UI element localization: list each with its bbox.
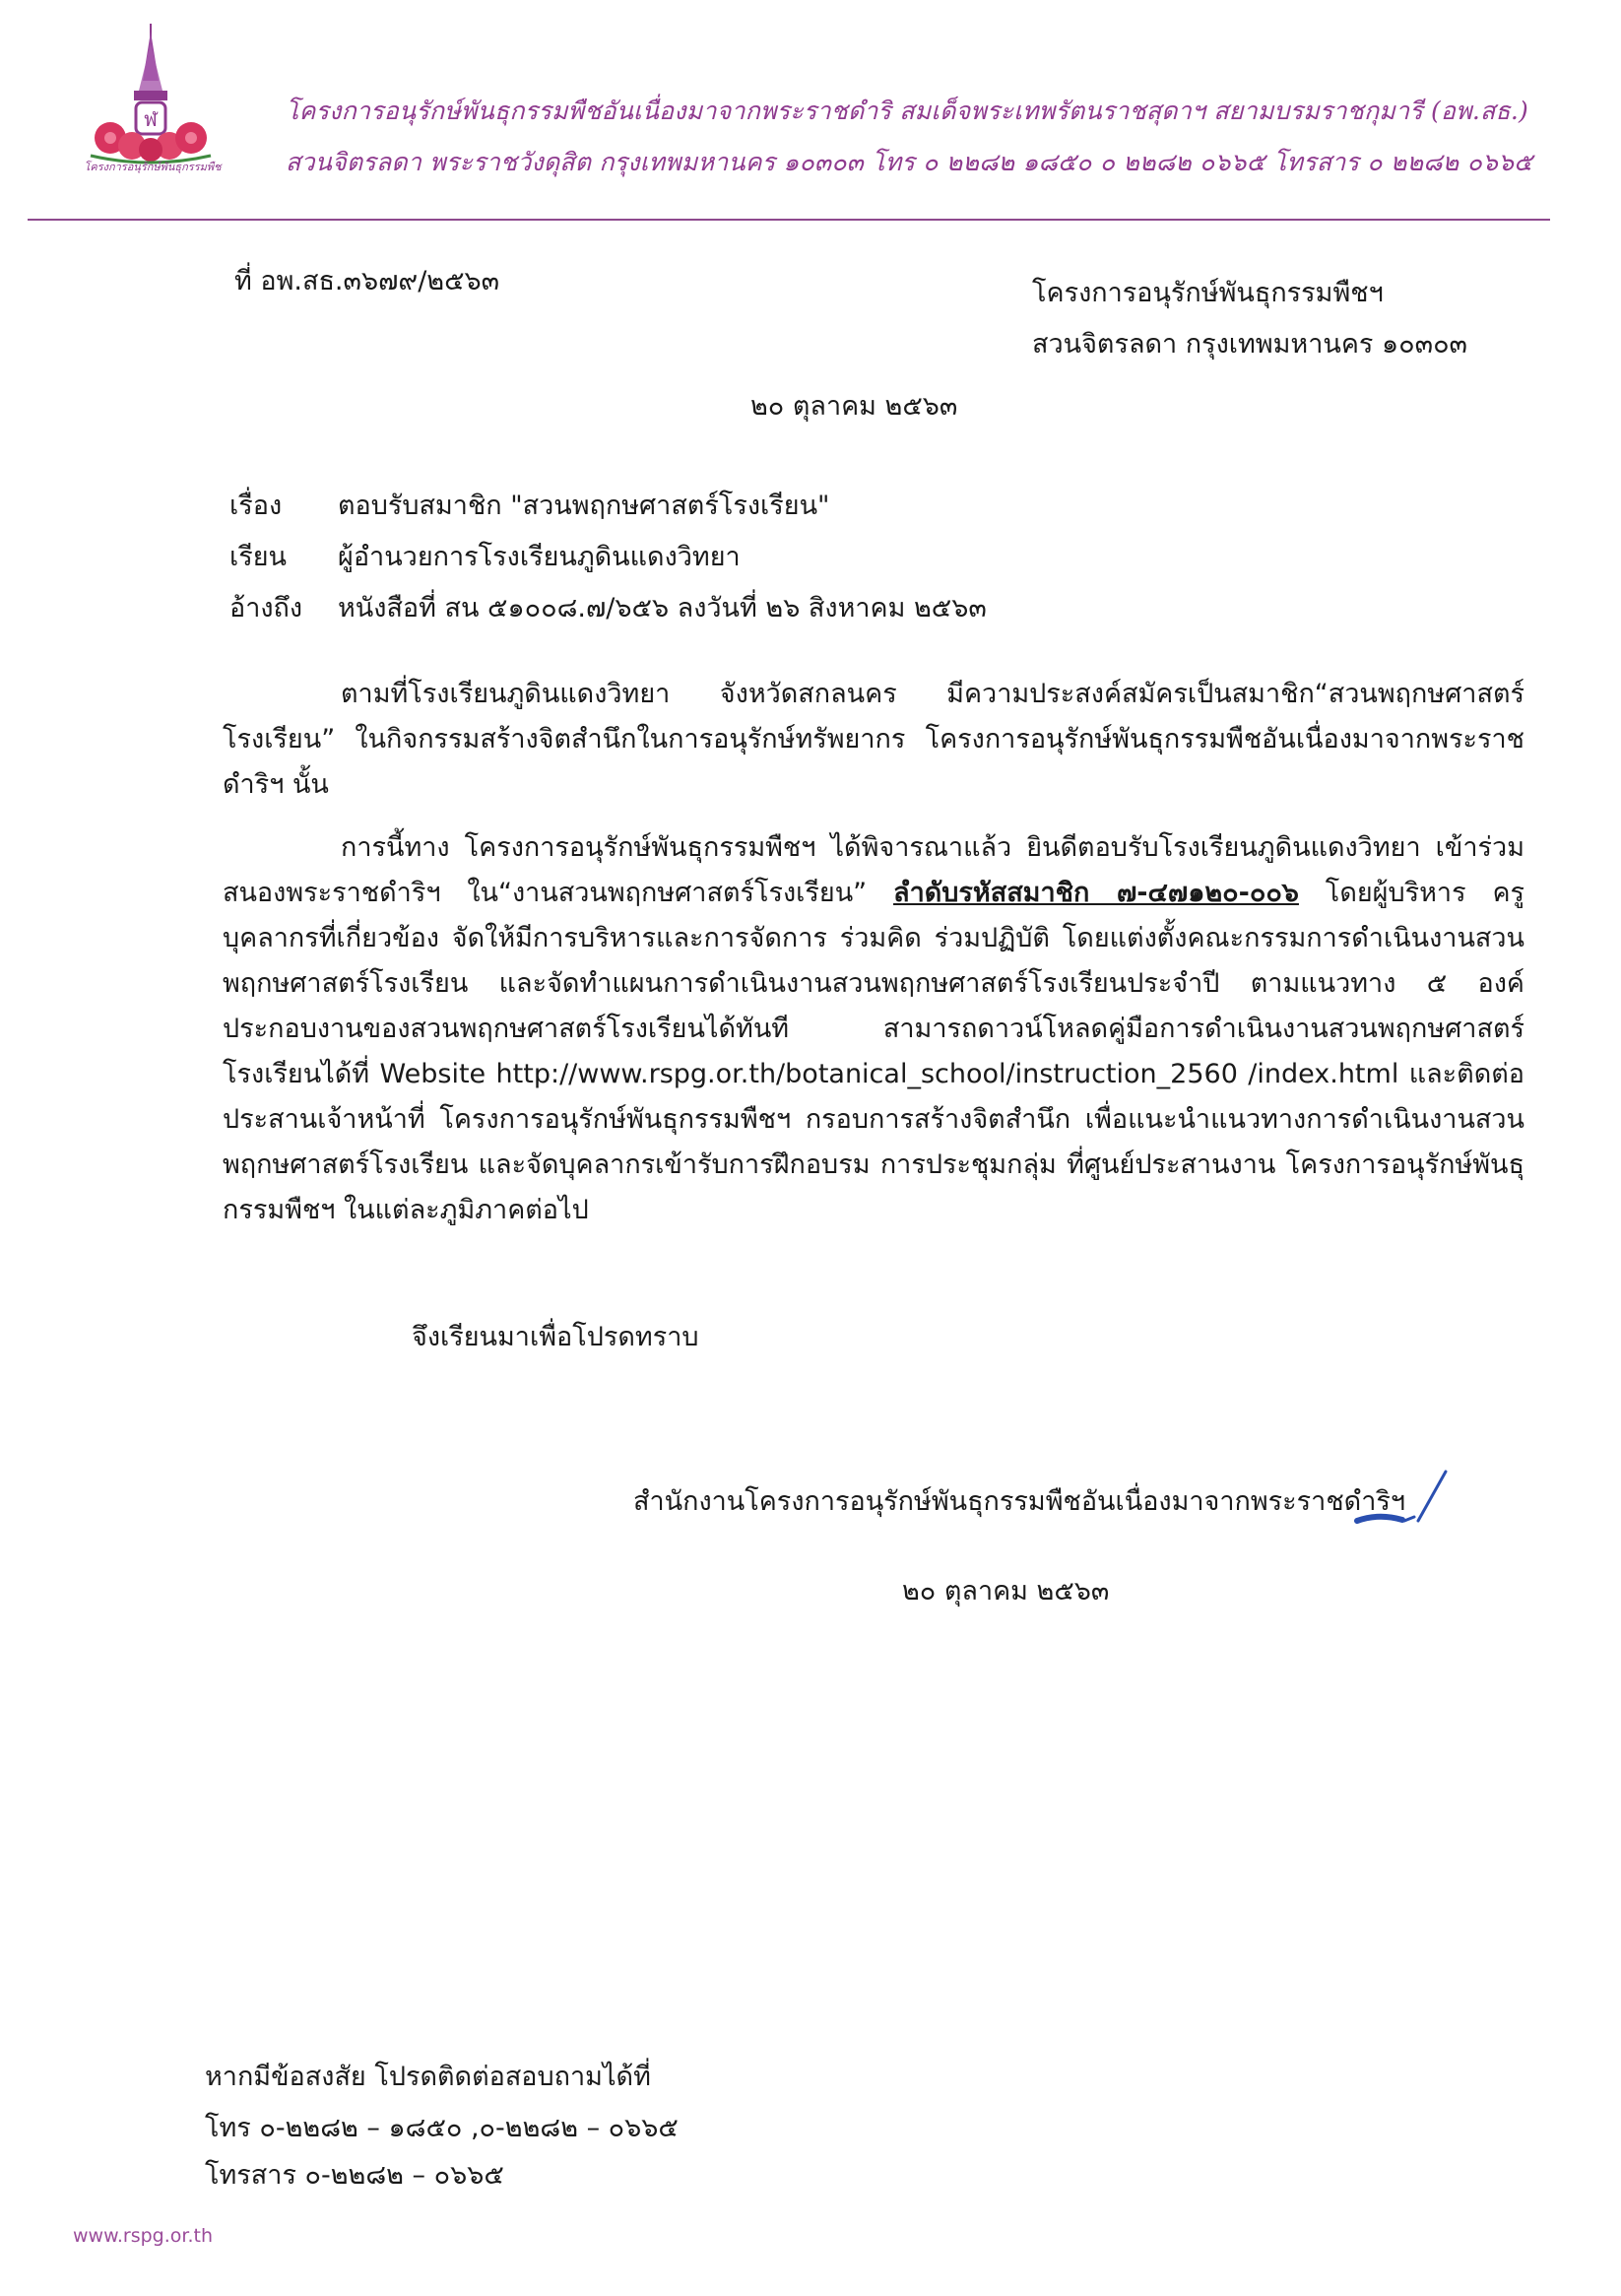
contact-fax: โทรสาร ๐-๒๒๘๒ – ๐๖๖๕ [205, 2160, 504, 2191]
signature-mark [1349, 1466, 1458, 1535]
body-paragraph-1 [223, 672, 1524, 808]
signature-date: ๒๐ ตุลาคม ๒๕๖๓ [902, 1576, 1110, 1607]
letter-date: ๒๐ ตุลาคม ๒๕๖๓ [750, 391, 958, 422]
member-code: ลำดับรหัสสมาชิก ๗-๔๗๑๒๐-๐๐๖ [893, 878, 1299, 908]
to-label: เรียน [229, 542, 288, 572]
letterhead-line-2: สวนจิตรลดา พระราชวังดุสิต กรุงเทพมหานคร ๑๐๓๐๓ โทร ๐ ๒๒๘๒ ๑๘๕๐ ๐ ๒๒๘๒ ๐๖๖๕ โทรสาร ๐ ๒๒๘๒ ๐๖๖๕ [286, 148, 1533, 176]
sender-name: โครงการอนุรักษ์พันธุกรรมพืชฯ [1032, 278, 1384, 308]
rspg-logo [77, 20, 225, 177]
body-paragraph-2-text-a: การนี้ทาง โครงการอนุรักษ์พันธุกรรมพืชฯ ได้พิจารณาแล้ว ยินดีตอบรับโรงเรียนภูดินแดงวิทยา เข้าร่วมสนองพระราชดำริฯ ใน“งานสวนพฤกษศาสตร์โรงเรียน” [223, 832, 1524, 908]
to-value: ผู้อำนวยการโรงเรียนภูดินแดงวิทยา [338, 542, 741, 572]
logo-caption: โครงการอนุรักษ์พันธุกรรมพืช [84, 161, 222, 173]
closing-line: จึงเรียนมาเพื่อโปรดทราบ [412, 1322, 699, 1352]
letterhead-line-1: โครงการอนุรักษ์พันธุกรรมพืชอันเนื่องมาจากพระราชดำริ สมเด็จพระเทพรัตนราชสุดาฯ สยามบรมราชกุมารี (อพ.สธ.) [286, 97, 1528, 125]
reference-label: อ้างถึง [229, 593, 303, 623]
letterhead-divider [28, 219, 1550, 221]
body-paragraph-2-text-b: โดยผู้บริหาร ครู บุคลากรที่เกี่ยวข้อง จัดให้มีการบริหารและการจัดการ ร่วมคิด ร่วมปฏิบัติ โดยแต่งตั้งคณะกรรมการดำเนินงานสวนพฤกษศาสตร์โรงเรียน และจัดทำแผนการดำเนินงานสวนพฤกษศาสตร์โรงเรียนประจำปี ตามแนวทาง ๕ องค์ประกอบงานของสวนพฤกษศาสตร์โรงเรียนได้ทันที สามารถดาวน์โหลดคู่มือการดำเนินงานสวนพฤกษศาสตร์โรงเรียนได้ที่ Website http://www.rspg.or.th/botanical_school/instruction_2560 /index.html และติดต่อประสานเจ้าหน้าที่ โครงการอนุรักษ์พันธุกรรมพืชฯ กรอบการสร้างจิตสำนึก เพื่อแนะนำแนวทางการดำเนินงานสวนพฤกษศาสตร์โรงเรียน และจัดบุคลากรเข้ารับการฝึกอบรม การประชุมกลุ่ม ที่ศูนย์ประสานงาน โครงการอนุรักษ์พันธุกรรมพืชฯ ในแต่ละภูมิภาคต่อไป [223, 878, 1525, 1225]
subject-label: เรื่อง [229, 491, 283, 521]
reference-value: หนังสือที่ สน ๕๑๐๐๘.๗/๖๕๖ ลงวันที่ ๒๖ สิงหาคม ๒๕๖๓ [338, 593, 987, 623]
subject-value: ตอบรับสมาชิก "สวนพฤกษศาสตร์โรงเรียน" [338, 491, 830, 521]
sender-address: สวนจิตรลดา กรุงเทพมหานคร ๑๐๓๐๓ [1032, 329, 1468, 360]
contact-intro: หากมีข้อสงสัย โปรดติดต่อสอบถามได้ที่ [205, 2062, 651, 2092]
signature-office: สำนักงานโครงการอนุรักษ์พันธุกรรมพืชอันเนื่องมาจากพระราชดำริฯ [633, 1486, 1406, 1517]
svg-text:ฬ: ฬ [144, 107, 158, 131]
body-paragraph-2 [223, 825, 1524, 1233]
reference-number: ที่ อพ.สธ.๓๖๗๙/๒๕๖๓ [234, 266, 500, 296]
body-paragraph-1-text: ตามที่โรงเรียนภูดินแดงวิทยา จังหวัดสกลนคร มีความประสงค์สมัครเป็นสมาชิก“สวนพฤกษศาสตร์โรงเรียน” ในกิจกรรมสร้างจิตสำนึกในการอนุรักษ์ทรัพยากร โครงการอนุรักษ์พันธุกรรมพืชอันเนื่องมาจากพระราชดำริฯ นั้น [223, 679, 1524, 800]
footer-url[interactable]: www.rspg.or.th [73, 2225, 214, 2247]
contact-phone: โทร ๐-๒๒๘๒ – ๑๘๕๐ ,๐-๒๒๘๒ – ๐๖๖๕ [205, 2113, 679, 2143]
